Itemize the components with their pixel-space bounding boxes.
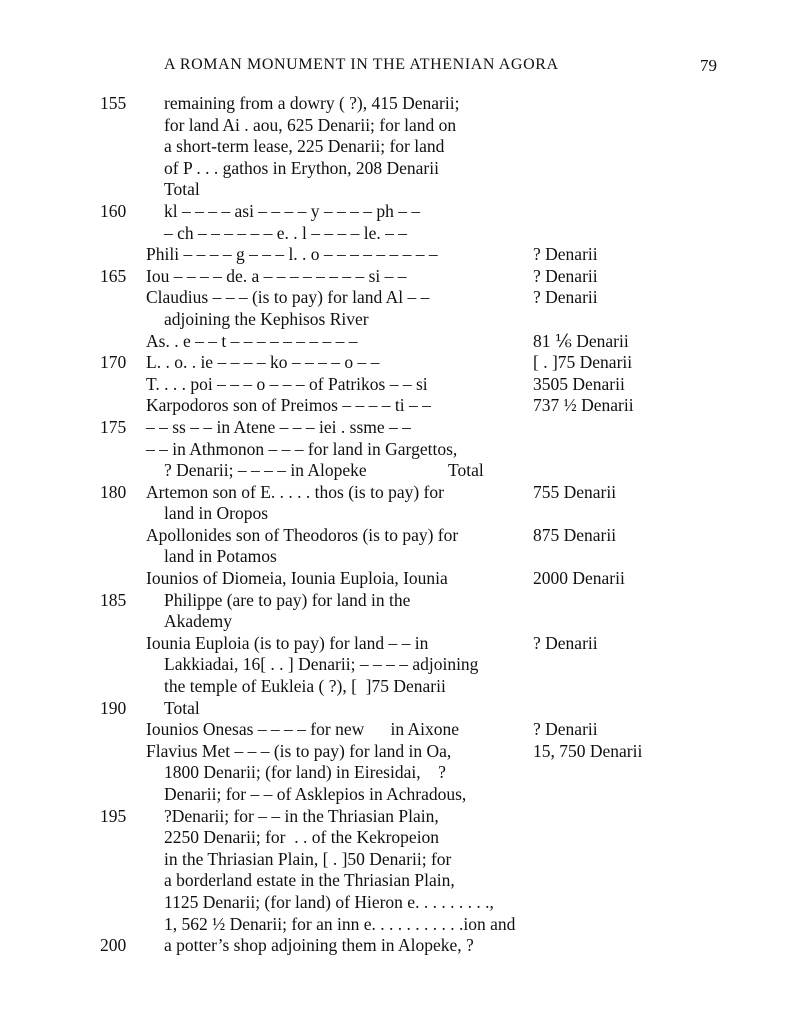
text-line (0, 935, 794, 957)
text-line (0, 892, 794, 914)
text-line (0, 395, 794, 417)
line-text: a short-term lease, 225 Denarii; for land (164, 136, 445, 157)
text-line (0, 136, 794, 158)
line-text: Phili – – – – g – – – l. . o – – – – – – – – – (146, 244, 438, 265)
text-line (0, 914, 794, 936)
line-text: As. . e – – t – – – – – – – – – – (146, 330, 358, 351)
line-text: the temple of Eukleia ( ?), [ ]75 Denarii (164, 676, 446, 697)
line-text: 2250 Denarii; for . . of the Kekropeion (164, 827, 440, 848)
running-header: A ROMAN MONUMENT IN THE ATHENIAN AGORA (164, 56, 559, 73)
text-line (0, 633, 794, 655)
line-number: 180 (100, 481, 127, 502)
line-text: Iounia Euploia (is to pay) for land – – in (146, 632, 429, 653)
line-text: Total (164, 697, 200, 718)
text-line (0, 849, 794, 871)
line-text: Flavius Met – – – (is to pay) for land in Oa, (146, 740, 452, 761)
line-text: ? Denarii; – – – – in Alopeke (164, 460, 367, 481)
line-text: Total (164, 179, 200, 200)
line-text: – ch – – – – – – e. . l – – – – le. – – (164, 222, 408, 243)
text-line (0, 827, 794, 849)
line-text: Iounios Onesas – – – – for new in Aixone (146, 719, 460, 740)
line-text: 1800 Denarii; (for land) in Eiresidai, ? (164, 762, 446, 783)
text-line (0, 762, 794, 784)
line-text: Lakkiadai, 16[ . . ] Denarii; – – – – adjoining (164, 654, 479, 675)
line-text: Karpodoros son of Preimos – – – – ti – – (146, 395, 431, 416)
text-line (0, 611, 794, 633)
line-text: for land Ai . aou, 625 Denarii; for land on (164, 114, 457, 135)
line-text: ?Denarii; for – – in the Thriasian Plain, (164, 805, 439, 826)
amount: 755 Denarii (533, 481, 617, 502)
amount: 3505 Denarii (533, 373, 625, 394)
text-line (0, 482, 794, 504)
text-line (0, 525, 794, 547)
text-line (0, 93, 794, 115)
line-text: kl – – – – asi – – – – y – – – – ph – – (164, 200, 421, 221)
text-line (0, 417, 794, 439)
line-text: Apollonides son of Theodoros (is to pay) for (146, 524, 459, 545)
amount: 2000 Denarii (533, 568, 625, 589)
line-text: remaining from a dowry ( ?), 415 Denarii; (164, 93, 460, 113)
text-line (0, 244, 794, 266)
text-line (0, 676, 794, 698)
text-line (0, 374, 794, 396)
text-line (0, 546, 794, 568)
text-line (0, 158, 794, 180)
text-line (0, 331, 794, 353)
text-line (0, 654, 794, 676)
text-line (0, 309, 794, 331)
line-text: Claudius – – – (is to pay) for land Al – – (146, 287, 430, 308)
inscription-translation (0, 93, 794, 957)
line-number: 165 (100, 265, 127, 286)
line-text: Akademy (164, 611, 233, 632)
text-line (0, 784, 794, 806)
line-text: L. . o. . ie – – – – ko – – – – o – – (146, 352, 380, 373)
text-line (0, 287, 794, 309)
text-line (0, 201, 794, 223)
text-line (0, 439, 794, 461)
line-text: T. . . . poi – – – o – – – of Patrikos – – si (146, 373, 428, 394)
line-number: 170 (100, 352, 127, 373)
line-text: Philippe (are to pay) for land in the (164, 589, 411, 610)
line-text: – – in Athmonon – – – for land in Gargettos, (146, 438, 458, 459)
line-text: 1, 562 ½ Denarii; for an inn e. . . . . . . . . . .ion and (164, 913, 516, 934)
text-line (0, 870, 794, 892)
text-line (0, 741, 794, 763)
amount: [ . ]75 Denarii (533, 352, 633, 373)
line-number: 200 (100, 935, 127, 956)
line-text: a potter’s shop adjoining them in Alopeke, ? (164, 935, 474, 956)
line-text: land in Potamos (164, 546, 277, 567)
line-number: 185 (100, 589, 127, 610)
amount: 81 ⅙ Denarii (533, 330, 629, 351)
line-text: 1125 Denarii; (for land) of Hieron e. . . . . . . . ., (164, 891, 494, 912)
text-line (0, 460, 794, 482)
line-text: Iou – – – – de. a – – – – – – – – si – – (146, 265, 407, 286)
text-line (0, 352, 794, 374)
text-line (0, 806, 794, 828)
amount: ? Denarii (533, 287, 598, 308)
amount: 737 ½ Denarii (533, 395, 634, 416)
line-text: of P . . . gathos in Erython, 208 Denarii (164, 157, 439, 178)
line-number: 190 (100, 697, 127, 718)
page-number: 79 (700, 56, 717, 75)
text-line (0, 719, 794, 741)
text-line (0, 568, 794, 590)
line-number: 160 (100, 200, 127, 221)
line-text: a borderland estate in the Thriasian Plain, (164, 870, 455, 891)
line-number: 175 (100, 416, 127, 437)
amount: ? Denarii (533, 244, 598, 265)
line-text: Artemon son of E. . . . . thos (is to pay) for (146, 481, 444, 502)
line-text: adjoining the Kephisos River (164, 308, 369, 329)
text-line (0, 266, 794, 288)
text-line (0, 590, 794, 612)
text-line (0, 179, 794, 201)
line-text: in the Thriasian Plain, [ . ]50 Denarii; for (164, 848, 452, 869)
text-line (0, 503, 794, 525)
line-text: land in Oropos (164, 503, 269, 524)
line-number: 195 (100, 805, 127, 826)
text-line (0, 698, 794, 720)
line-text: Denarii; for – – of Asklepios in Achradous, (164, 784, 467, 804)
text-line (0, 223, 794, 245)
amount: 875 Denarii (533, 524, 617, 545)
line-number: 155 (100, 93, 127, 113)
text-line (0, 115, 794, 137)
amount: ? Denarii (533, 265, 598, 286)
amount: 15, 750 Denarii (533, 740, 643, 761)
amount: ? Denarii (533, 719, 598, 740)
total-label: Total (448, 460, 484, 481)
line-text: Iounios of Diomeia, Iounia Euploia, Iounia (146, 568, 448, 589)
line-text: – – ss – – in Atene – – – iei . ssme – – (146, 416, 411, 437)
amount: ? Denarii (533, 632, 598, 653)
